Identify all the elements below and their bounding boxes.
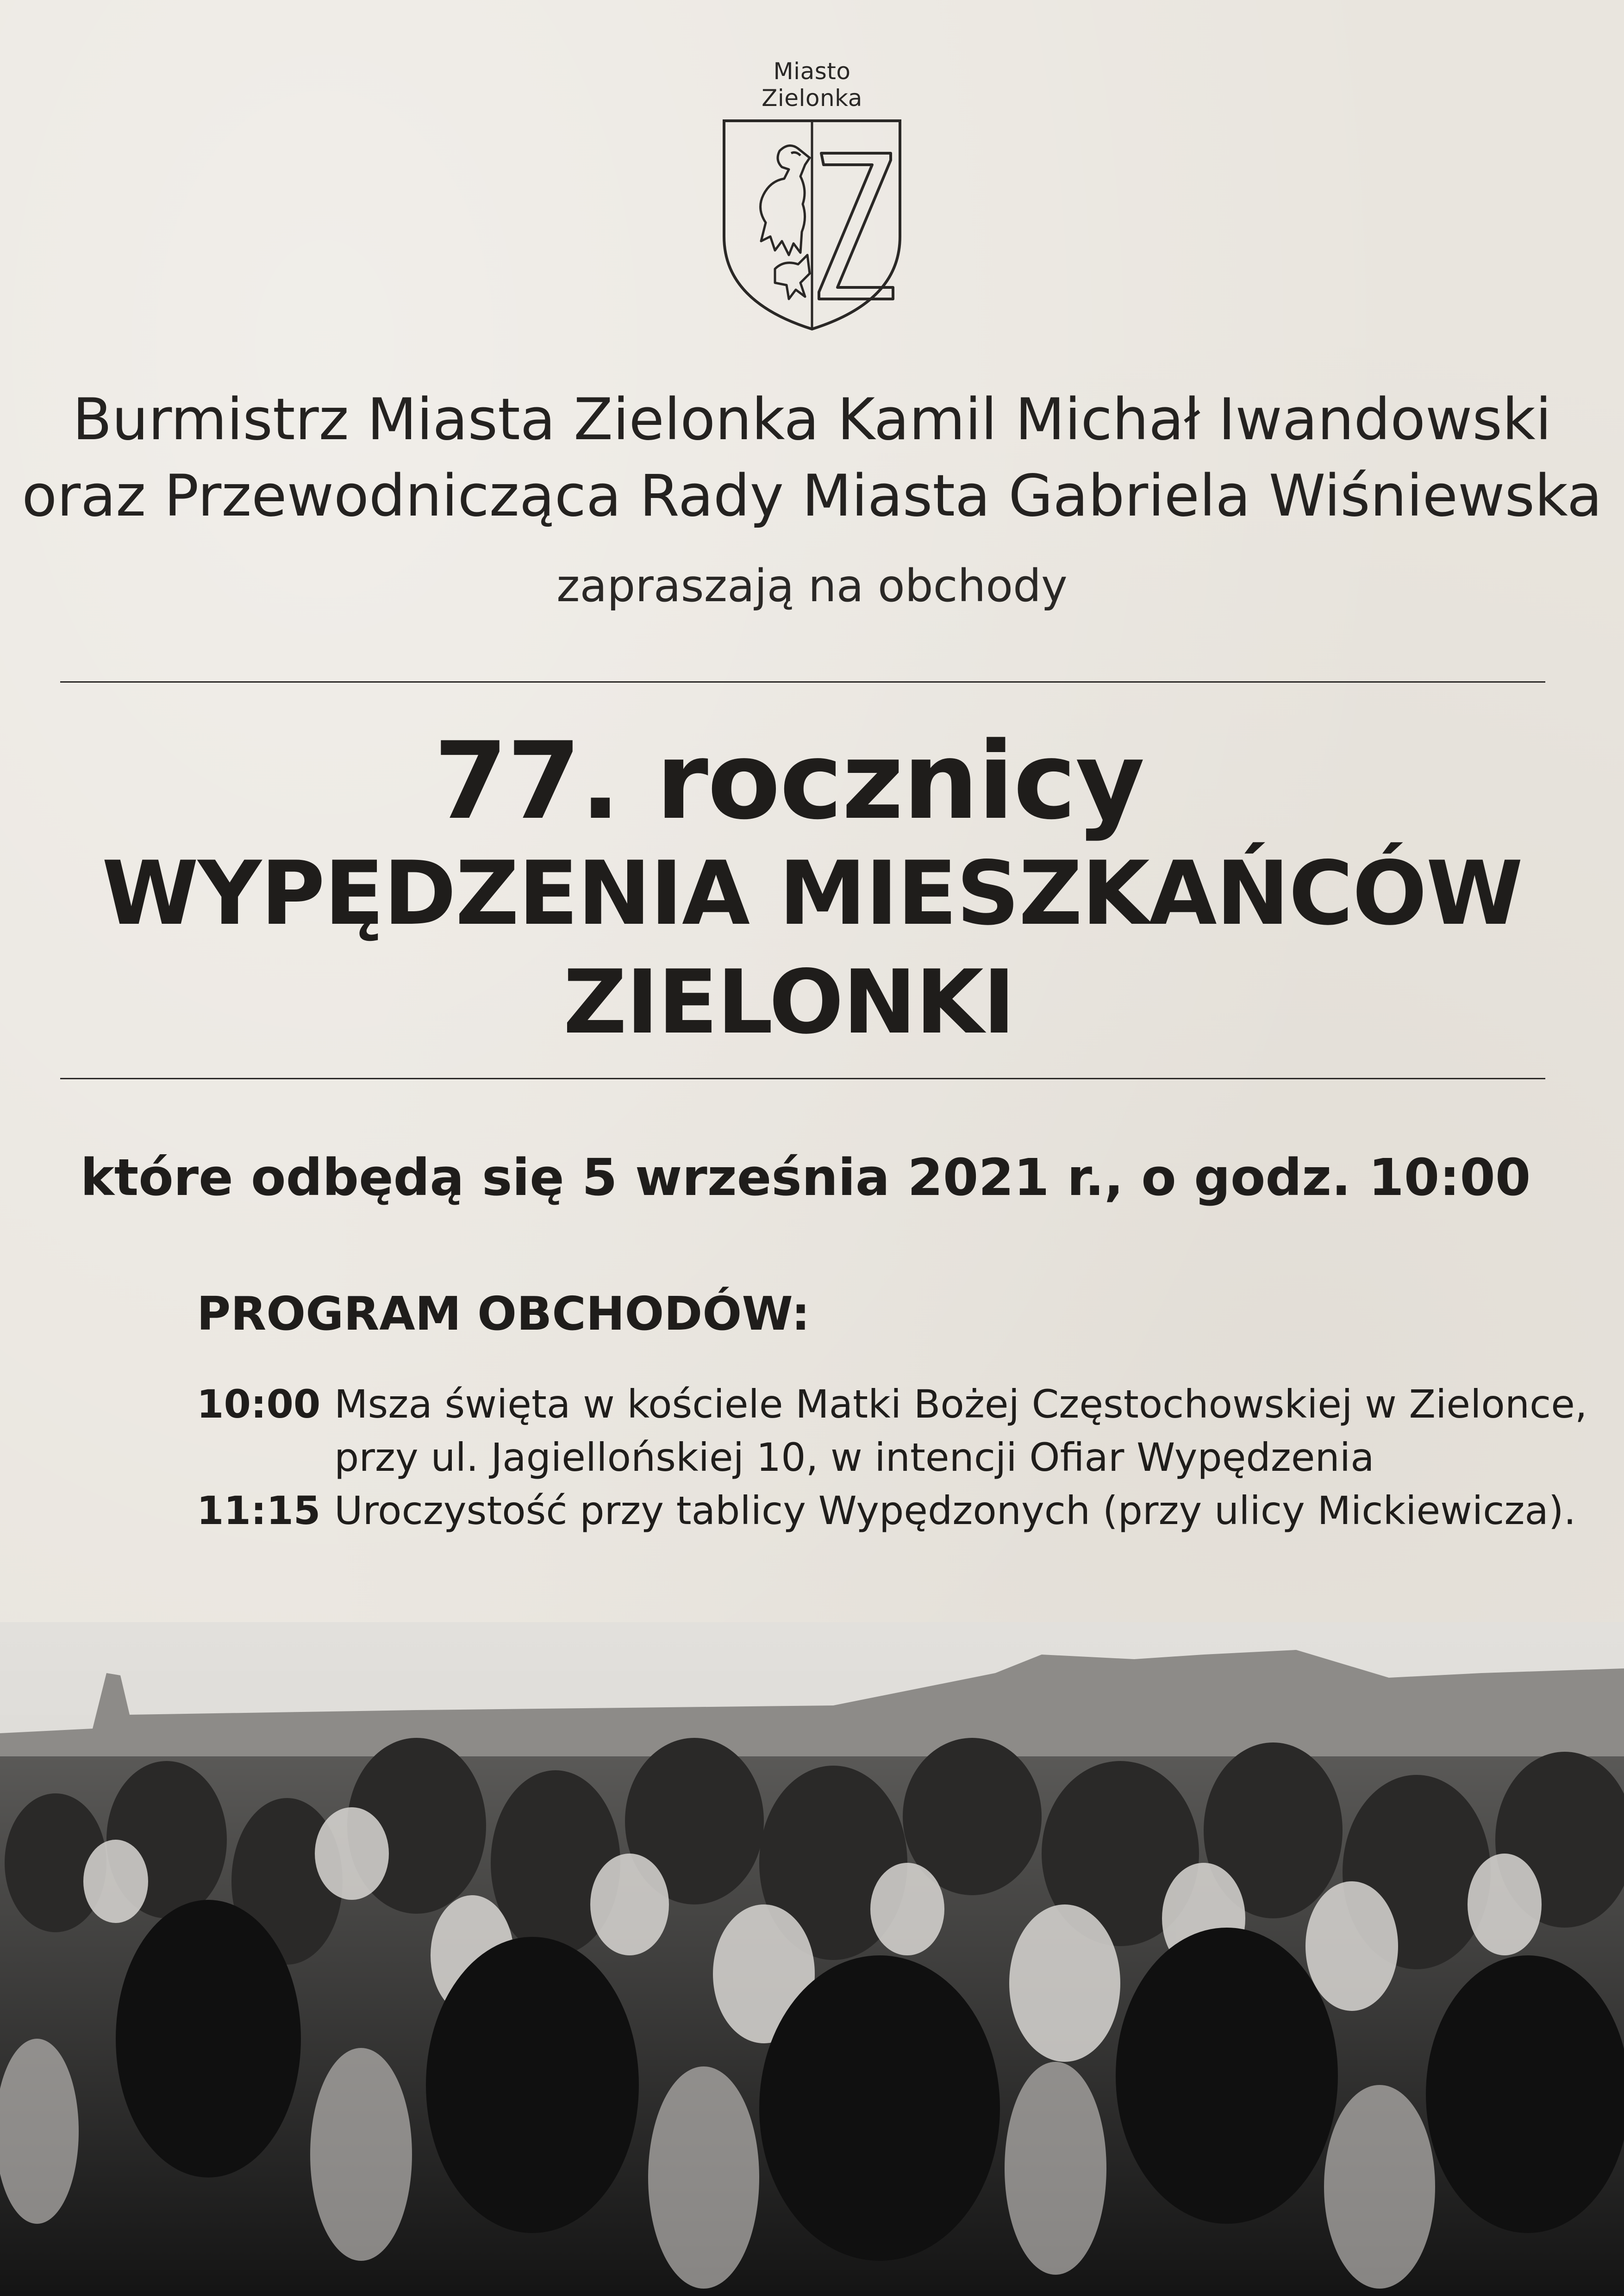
event-date-time: które odbędą się 5 września 2021 r., o godz. 10:00 bbox=[80, 1148, 1531, 1207]
invitation-line-3: zapraszają na obchody bbox=[556, 560, 1068, 612]
program-text-1b: przy ul. Jagiellońskiej 10, w intencji Ofiar Wypędzenia bbox=[334, 1435, 1374, 1480]
title-main: WYPĘDZENIA MIESZKAŃCÓW bbox=[101, 842, 1523, 945]
divider-bottom bbox=[60, 1078, 1545, 1079]
title-anniversary: 77. rocznicy bbox=[433, 720, 1144, 843]
coat-of-arms-icon bbox=[719, 116, 905, 334]
crest-label: Miasto Zielonka bbox=[762, 58, 862, 112]
program-heading: PROGRAM OBCHODÓW: bbox=[197, 1287, 810, 1341]
invitation-line-1: Burmistrz Miasta Zielonka Kamil Michał Iwandowski bbox=[72, 386, 1552, 453]
city-crest bbox=[719, 58, 905, 334]
divider-top bbox=[60, 681, 1545, 683]
invitation-line-2: oraz Przewodnicząca Rady Miasta Gabriela Wiśniewska bbox=[22, 463, 1602, 529]
program-text-1a: Msza święta w kościele Matki Bożej Częstochowskiej w Zielonce, bbox=[334, 1381, 1587, 1427]
letter-z-glyph bbox=[819, 153, 893, 299]
eagle-icon bbox=[761, 146, 810, 299]
title-town: ZIELONKI bbox=[563, 951, 1015, 1053]
program-text-2: Uroczystość przy tablicy Wypędzonych (przy ulicy Mickiewicza). bbox=[334, 1488, 1576, 1533]
program-time-2: 11:15 bbox=[197, 1488, 321, 1533]
crowd-photo bbox=[0, 1622, 1624, 2296]
program-time-1: 10:00 bbox=[197, 1381, 321, 1427]
